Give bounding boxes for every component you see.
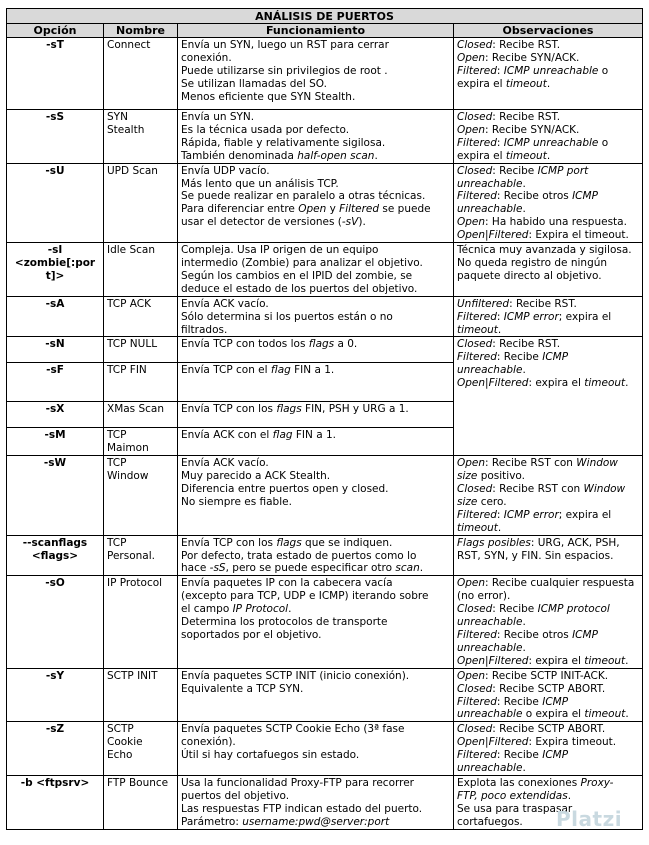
option-cell-line: <flags> [31, 549, 79, 562]
observations-cell-line: Open|Filtered: Expira el timeout. [457, 229, 629, 242]
function-cell-line: Según los cambios en el IPID del zombie, se [181, 269, 413, 282]
name-cell-line: IP Protocol [107, 577, 163, 590]
table-row [7, 38, 643, 110]
option-cell [7, 775, 104, 829]
observations-cell [454, 535, 643, 576]
function-cell-line: Determina los protocolos de transporte [181, 616, 388, 629]
observations-cell-line: Filtered: Recibe ICMP [457, 695, 569, 708]
function-cell-line: usar el detector de versiones (-sV). [181, 216, 366, 229]
option-cell [7, 38, 104, 110]
observations-cell-line: unreachable. [457, 641, 526, 654]
function-cell-line: Envía UDP vacío. [181, 164, 270, 177]
function-cell [178, 363, 454, 402]
observations-cell [454, 243, 643, 297]
function-cell-line: No siempre es fiable. [181, 495, 292, 508]
observations-cell [454, 296, 643, 337]
function-cell-line: intermedio (Zombie) para analizar el objetivo. [181, 256, 423, 269]
function-cell-line: También denominada half-open scan. [181, 149, 378, 162]
observations-cell-line: Closed: Recibe RST con Window [457, 483, 626, 496]
function-cell-line: soportados por el objetivo. [181, 629, 322, 641]
function-cell [178, 337, 454, 363]
function-cell [178, 402, 454, 428]
option-cell [7, 163, 104, 242]
function-cell [178, 428, 454, 456]
option-cell-line: -sA [45, 297, 65, 310]
table-row [7, 243, 643, 297]
function-cell-line: Menos eficiente que SYN Stealth. [181, 90, 356, 103]
observations-cell [454, 722, 643, 776]
observations-cell [454, 456, 643, 535]
observations-cell-line: No queda registro de ningún [457, 256, 608, 269]
observations-cell-line: Filtered: ICMP unreachable o [457, 136, 609, 149]
function-cell-line: Es la técnica usada por defecto. [181, 123, 350, 136]
column-header-option: Opción [7, 24, 104, 38]
name-cell-line: TCP [107, 457, 127, 470]
option-cell [7, 110, 104, 164]
function-cell [178, 110, 454, 164]
name-cell [104, 363, 178, 402]
option-cell [7, 363, 104, 402]
option-cell [7, 296, 104, 337]
name-cell [104, 163, 178, 242]
option-cell [7, 428, 104, 456]
observations-cell-line: Open: Ha habido una respuesta. [457, 216, 627, 229]
observations-cell-line: Open: Recibe SYN/ACK. [457, 51, 580, 64]
option-cell-line: -sS [45, 111, 65, 123]
observations-cell-line: Closed: Recibe ICMP port [457, 164, 589, 177]
name-cell [104, 337, 178, 363]
name-cell-line: TCP ACK [107, 297, 152, 310]
option-cell [7, 337, 104, 363]
name-cell [104, 775, 178, 829]
option-cell [7, 668, 104, 722]
observations-cell-line: (no error). [457, 590, 511, 603]
function-cell [178, 668, 454, 722]
table-row [7, 163, 643, 242]
name-cell-line: Stealth [107, 123, 145, 136]
function-cell [178, 722, 454, 776]
observations-cell-line: Filtered: ICMP error; expira el [457, 310, 612, 323]
function-cell-line: Envía paquetes SCTP Cookie Echo (3ª fase [181, 723, 405, 736]
observations-cell-line: Open: Recibe RST con Window [457, 457, 618, 470]
function-cell-line: Envía TCP con los flags que se indiquen. [181, 536, 393, 549]
function-cell-line: el campo IP Protocol. [181, 603, 292, 616]
name-cell-line: SCTP INIT [107, 669, 158, 682]
observations-cell-line: Open|Filtered: expira el timeout. [457, 377, 629, 390]
name-cell [104, 576, 178, 668]
name-cell [104, 38, 178, 110]
observations-cell-line: Filtered: Recibe ICMP [457, 749, 569, 762]
option-cell-line: <zombie[:por [14, 256, 96, 269]
function-cell-line: Envía TCP con los flags FIN, PSH y URG a 1. [181, 403, 409, 416]
observations-cell-line: unreachable. [457, 762, 526, 775]
name-cell [104, 668, 178, 722]
name-cell [104, 402, 178, 428]
function-cell [178, 456, 454, 535]
observations-cell-line: Filtered: ICMP unreachable o [457, 64, 609, 77]
function-cell [178, 535, 454, 576]
observations-cell [454, 668, 643, 722]
function-cell-line: Envía un SYN, luego un RST para cerrar [181, 39, 389, 51]
name-cell-line: Idle Scan [107, 244, 156, 257]
observations-cell-line: Open|Filtered: Expira timeout. [457, 736, 617, 749]
option-cell [7, 456, 104, 535]
observations-cell-line: unreachable. [457, 616, 526, 629]
observations-cell [454, 163, 643, 242]
function-cell-line: Rápida, fiable y relativamente sigilosa. [181, 136, 386, 149]
observations-cell-line: expira el timeout. [457, 77, 551, 90]
observations-cell-line: FTP, poco extendidas. [457, 789, 572, 802]
option-cell-line: --scanflags [22, 536, 88, 549]
observations-cell-line: timeout. [457, 521, 502, 534]
name-cell [104, 296, 178, 337]
name-cell [104, 456, 178, 535]
function-cell-line: Para diferenciar entre Open y Filtered se puede [181, 203, 431, 216]
name-cell-line: FTP Bounce [107, 776, 169, 789]
table-row [7, 722, 643, 776]
name-cell-line: Connect [107, 39, 151, 51]
option-cell-line: t]> [45, 269, 65, 282]
option-cell [7, 576, 104, 668]
observations-cell-line: Open: Recibe cualquier respuesta [457, 577, 635, 590]
name-cell-line: UPD Scan [107, 164, 158, 177]
name-cell-line: Window [107, 470, 149, 483]
table-row [7, 668, 643, 722]
name-cell-line: Echo [107, 749, 133, 762]
function-cell-line: Las respuestas FTP indican estado del puerto. [181, 802, 423, 815]
name-cell-line: TCP [107, 536, 127, 549]
column-header-observations: Observaciones [454, 24, 643, 38]
option-cell-line: -sZ [45, 723, 65, 736]
name-cell [104, 535, 178, 576]
observations-cell [454, 110, 643, 164]
function-cell-line: filtrados. [181, 323, 228, 336]
function-cell [178, 296, 454, 337]
observations-cell-line: RST, SYN, y FIN. Sin espacios. [457, 549, 614, 562]
option-cell [7, 402, 104, 428]
observations-cell-line: unreachable o expira el timeout. [457, 708, 629, 721]
observations-cell-line: timeout. [457, 323, 502, 336]
platzi-watermark: Platzi [556, 807, 623, 831]
observations-cell-line: size positivo. [457, 470, 525, 483]
observations-cell-line: Closed: Recibe RST. [457, 39, 561, 51]
observations-cell-line: unreachable. [457, 364, 526, 377]
observations-cell-line: Closed: Recibe SCTP ABORT. [457, 682, 606, 695]
observations-cell-line: Closed: Recibe ICMP protocol [457, 603, 610, 616]
observations-cell-line: Closed: Recibe SCTP ABORT. [457, 723, 606, 736]
observations-cell-line: Filtered: ICMP error; expira el [457, 508, 612, 521]
observations-cell-line: cortafuegos. [457, 815, 523, 828]
observations-cell-line: paquete directo al objetivo. [457, 269, 602, 282]
function-cell-line: deduce el estado de los puertos del objetivo. [181, 282, 418, 295]
function-cell-line: Muy parecido a ACK Stealth. [181, 470, 331, 483]
function-cell-line: Compleja. Usa IP origen de un equipo [181, 244, 379, 257]
column-header-name: Nombre [104, 24, 178, 38]
observations-cell-line: expira el timeout. [457, 149, 551, 162]
function-cell-line: Envía ACK con el flag FIN a 1. [181, 429, 337, 442]
option-cell [7, 722, 104, 776]
observations-cell-line: Explota las conexiones Proxy- [457, 776, 614, 789]
name-cell-line: Cookie [107, 736, 143, 749]
observations-cell-line: size cero. [457, 495, 507, 508]
name-cell-line: SCTP [107, 723, 134, 736]
port-analysis-table [6, 8, 643, 830]
function-cell-line: Se utilizan llamadas del SO. [181, 77, 327, 90]
option-cell-line: -sU [45, 164, 65, 177]
name-cell [104, 110, 178, 164]
observations-cell-line: Se usa para traspasar [457, 802, 573, 815]
option-cell-line: -sT [46, 39, 64, 51]
column-header-function: Funcionamiento [178, 24, 454, 38]
function-cell-line: Envía paquetes SCTP INIT (inicio conexión). [181, 669, 410, 682]
name-cell [104, 243, 178, 297]
table-row [7, 576, 643, 668]
observations-cell-line: Unfiltered: Recibe RST. [457, 297, 577, 310]
function-cell-line: Por defecto, trata estado de puertos como lo [181, 549, 417, 562]
function-cell-line: puertos del objetivo. [181, 789, 290, 802]
function-cell-line: Envía ACK vacío. [181, 297, 269, 310]
name-cell-line: Maimon [107, 442, 149, 455]
option-cell [7, 243, 104, 297]
function-cell-line: Se puede realizar en paralelo a otras técnicas. [181, 190, 426, 203]
option-cell-line: -b <ftpsrv> [20, 776, 90, 789]
function-cell-line: Sólo determina si los puertos están o no [181, 310, 393, 323]
function-cell-line: Puede utilizarse sin privilegios de root . [181, 64, 388, 77]
function-cell-line: Parámetro: username:pwd@server:port [181, 815, 390, 828]
option-cell-line: -sI [47, 244, 63, 257]
function-cell-line: Útil si hay cortafuegos sin estado. [181, 749, 360, 762]
observations-cell-line: Open: Recibe SCTP INIT-ACK. [457, 669, 609, 682]
function-cell-line: Envía paquetes IP con la cabecera vacía [181, 577, 393, 590]
table-row [7, 296, 643, 337]
table-title: ANÁLISIS DE PUERTOS [7, 9, 643, 24]
observations-cell-line: Closed: Recibe RST. [457, 338, 561, 351]
observations-cell-line: Filtered: Recibe ICMP [457, 351, 569, 364]
function-cell [178, 576, 454, 668]
observations-cell [454, 337, 643, 456]
name-cell [104, 722, 178, 776]
observations-cell-line: Open|Filtered: expira el timeout. [457, 654, 629, 667]
option-cell-line: -sF [46, 364, 64, 377]
observations-cell-line: Open: Recibe SYN/ACK. [457, 123, 580, 136]
observations-cell-line: unreachable. [457, 177, 526, 190]
table-row [7, 110, 643, 164]
option-cell-line: -sX [45, 403, 65, 416]
function-cell-line: Diferencia entre puertos open y closed. [181, 483, 389, 496]
function-cell-line: conexión). [181, 736, 236, 749]
function-cell [178, 775, 454, 829]
observations-cell-line: Filtered: Recibe otros ICMP [457, 629, 598, 641]
name-cell-line: XMas Scan [107, 403, 165, 416]
function-cell-line: Más lento que un análisis TCP. [181, 177, 339, 190]
observations-cell [454, 576, 643, 668]
function-cell-line: conexión. [181, 51, 232, 64]
name-cell-line: TCP [107, 429, 127, 442]
observations-cell-line: unreachable. [457, 203, 526, 216]
function-cell-line: Envía un SYN. [181, 111, 255, 123]
observations-cell-line: Closed: Recibe RST. [457, 111, 561, 123]
function-cell [178, 163, 454, 242]
table-row [7, 337, 643, 363]
function-cell-line: Envía TCP con el flag FIN a 1. [181, 364, 335, 377]
observations-cell-line: Flags posibles: URG, ACK, PSH, [457, 536, 620, 549]
function-cell-line: hace -sS, pero se puede especificar otro scan. [181, 562, 424, 575]
name-cell-line: TCP NULL [107, 338, 158, 351]
observations-cell [454, 38, 643, 110]
option-cell-line: -sN [45, 338, 65, 351]
observations-cell-line: Técnica muy avanzada y sigilosa. [457, 244, 632, 257]
name-cell-line: TCP FIN [107, 364, 147, 377]
option-cell-line: -sO [45, 577, 65, 590]
option-cell [7, 535, 104, 576]
table-row [7, 456, 643, 535]
name-cell-line: SYN [107, 111, 128, 123]
function-cell-line: Equivalente a TCP SYN. [181, 682, 304, 695]
function-cell-line: (excepto para TCP, UDP e ICMP) iterando sobre [181, 590, 429, 603]
function-cell [178, 38, 454, 110]
function-cell-line: Envía TCP con todos los flags a 0. [181, 338, 358, 351]
function-cell [178, 243, 454, 297]
option-cell-line: -sY [45, 669, 65, 682]
option-cell-line: -sW [43, 457, 67, 470]
table-row [7, 775, 643, 829]
function-cell-line: Usa la funcionalidad Proxy-FTP para recorrer [181, 776, 414, 789]
name-cell [104, 428, 178, 456]
table-row [7, 535, 643, 576]
option-cell-line: -sM [44, 429, 66, 442]
function-cell-line: Envía ACK vacío. [181, 457, 269, 470]
observations-cell-line: Filtered: Recibe otros ICMP [457, 190, 598, 203]
name-cell-line: Personal. [107, 549, 155, 562]
